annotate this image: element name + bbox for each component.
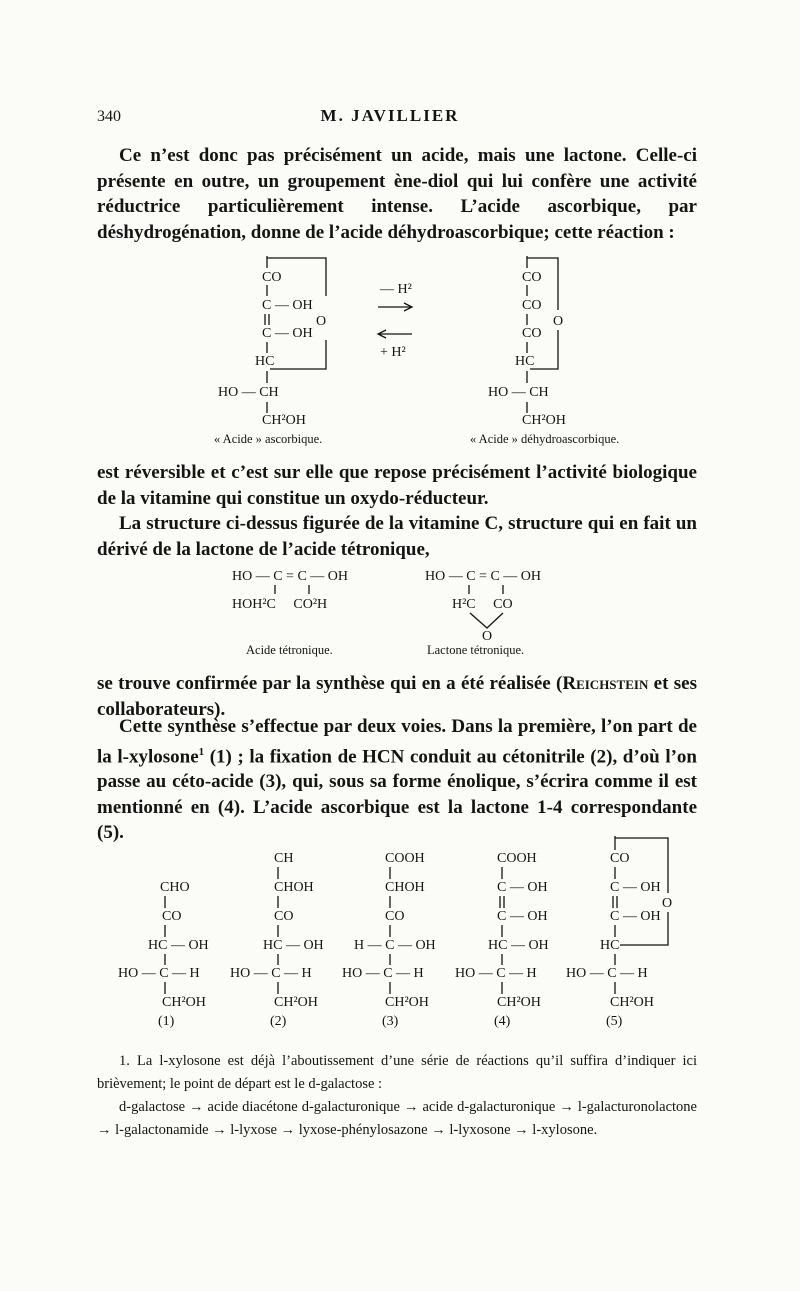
s4-hoch: HO — C — H <box>455 966 537 981</box>
caption-tetronic-acid: Acide tétronique. <box>246 643 333 657</box>
label-4: (4) <box>494 1014 511 1029</box>
caption-ascorbic: « Acide » ascorbique. <box>214 432 323 446</box>
s4-hcoh: HC — OH <box>488 938 549 953</box>
s3-ch2oh: CH²OH <box>385 995 429 1010</box>
paragraph-intro: Ce n’est donc pas précisément un acide, mais une lactone. Celle-ci présente en outre, un groupement ène-diol qui lui confère une activité réductrice particulièrement intense. L’acide ascorbique, par déshydrogénation, donne de l’acide déhydroascorbique; cette réaction : <box>97 145 697 243</box>
page-number: 340 <box>97 108 121 125</box>
s5-ch2oh: CH²OH <box>610 995 654 1010</box>
s5-ring-o: O <box>662 896 673 911</box>
tetronic-acid-line1: HO — C = C — OH <box>232 569 349 584</box>
right-ring-o: O <box>553 314 564 329</box>
left-ch2oh: CH²OH <box>262 413 306 428</box>
arrow-minus-h2: — H² <box>380 282 412 297</box>
s2-ch: CH <box>274 851 294 866</box>
right-co-2: CO <box>522 298 542 313</box>
paragraph-reichstein: se trouve confirmée par la synthèse qui en a été réalisée (Reichstein et ses collaborateurs). <box>97 673 697 720</box>
left-hc: HC <box>255 354 275 369</box>
tetronic-lactone-line2: H²C CO <box>452 597 513 612</box>
label-3: (3) <box>382 1014 399 1029</box>
s1-hoch: HO — C — H <box>118 966 200 981</box>
s2-hoch: HO — C — H <box>230 966 312 981</box>
s4-coh-1: C — OH <box>497 880 548 895</box>
footnote-chain: d-galactose → acide diacétone d-galacturonique → acide d-galacturonique → l-galacturonolactone → l-galactonamide → l-lyxose → lyxose-phénylosazone → l-lyxosone → l-xylosone. <box>97 1099 697 1138</box>
caption-tetronic-lactone: Lactone tétronique. <box>427 643 525 657</box>
s2-co: CO <box>274 909 294 924</box>
s2-hcoh: HC — OH <box>263 938 324 953</box>
s5-coh-2: C — OH <box>610 909 661 924</box>
paragraph-reversible: est réversible et c’est sur elle que repose précisément l’activité biologique de la vitamine qui constitue un oxydo-réducteur. <box>97 462 697 509</box>
left-c-oh-1: C — OH <box>262 298 313 313</box>
s5-hc: HC <box>600 938 620 953</box>
footnote: 1. La l-xylosone est déjà l’aboutissement d’une série de réactions qu’il suffira d’indiquer ici brièvement; le point de départ est le d-galactose : <box>97 1053 697 1092</box>
s3-hoch: HO — C — H <box>342 966 424 981</box>
tetronic-lactone-line1: HO — C = C — OH <box>425 569 542 584</box>
right-co-3: CO <box>522 326 542 341</box>
label-2: (2) <box>270 1014 287 1029</box>
s5-coh-1: C — OH <box>610 880 661 895</box>
s5-co: CO <box>610 851 630 866</box>
paragraph-synthesis: Cette synthèse s’effectue par deux voies. Dans la première, l’on part de la l-xylosone$^1$ (1) ; la fixation de HCN conduit au cétonitrile (2), d’où l’on passe au céto-acide (3), qui, sous sa forme énolique, s’écrira comme il est mentionné en (4). L’acide ascorbique est la lactone 1-4 correspondante (5). <box>97 716 697 844</box>
caption-dehydroascorbic: « Acide » déhydroascorbique. <box>470 432 620 446</box>
s2-choh: CHOH <box>274 880 314 895</box>
s1-co: CO <box>162 909 182 924</box>
s1-hcoh: HC — OH <box>148 938 209 953</box>
s3-choh: CHOH <box>385 880 425 895</box>
footnote-ref: 1 <box>198 745 205 758</box>
s1-cho: CHO <box>160 880 190 895</box>
label-1: (1) <box>158 1014 175 1029</box>
label-5: (5) <box>606 1014 623 1029</box>
left-c-oh-2: C — OH <box>262 326 313 341</box>
left-co: CO <box>262 270 282 285</box>
s3-hcoh: H — C — OH <box>354 938 436 953</box>
right-co-1: CO <box>522 270 542 285</box>
right-hc: HC <box>515 354 535 369</box>
tetronic-acid-line2: HOH²C CO²H <box>232 597 328 612</box>
s4-ch2oh: CH²OH <box>497 995 541 1010</box>
right-ho-ch: HO — CH <box>488 385 549 400</box>
arrow-plus-h2: + H² <box>380 345 406 360</box>
s3-cooh: COOH <box>385 851 425 866</box>
running-title: M. JAVILLIER <box>320 106 460 125</box>
author-reichstein: Reichstein <box>562 673 649 694</box>
s2-ch2oh: CH²OH <box>274 995 318 1010</box>
s5-hoch: HO — C — H <box>566 966 648 981</box>
left-ring-o: O <box>316 314 327 329</box>
s3-co: CO <box>385 909 405 924</box>
s4-cooh: COOH <box>497 851 537 866</box>
tetronic-lactone-o: O <box>482 629 493 644</box>
s1-ch2oh: CH²OH <box>162 995 206 1010</box>
s4-coh-2: C — OH <box>497 909 548 924</box>
left-ho-ch: HO — CH <box>218 385 279 400</box>
right-ch2oh: CH²OH <box>522 413 566 428</box>
paragraph-structure: La structure ci-dessus figurée de la vitamine C, structure qui en fait un dérivé de la lactone de l’acide tétronique, <box>97 513 697 560</box>
